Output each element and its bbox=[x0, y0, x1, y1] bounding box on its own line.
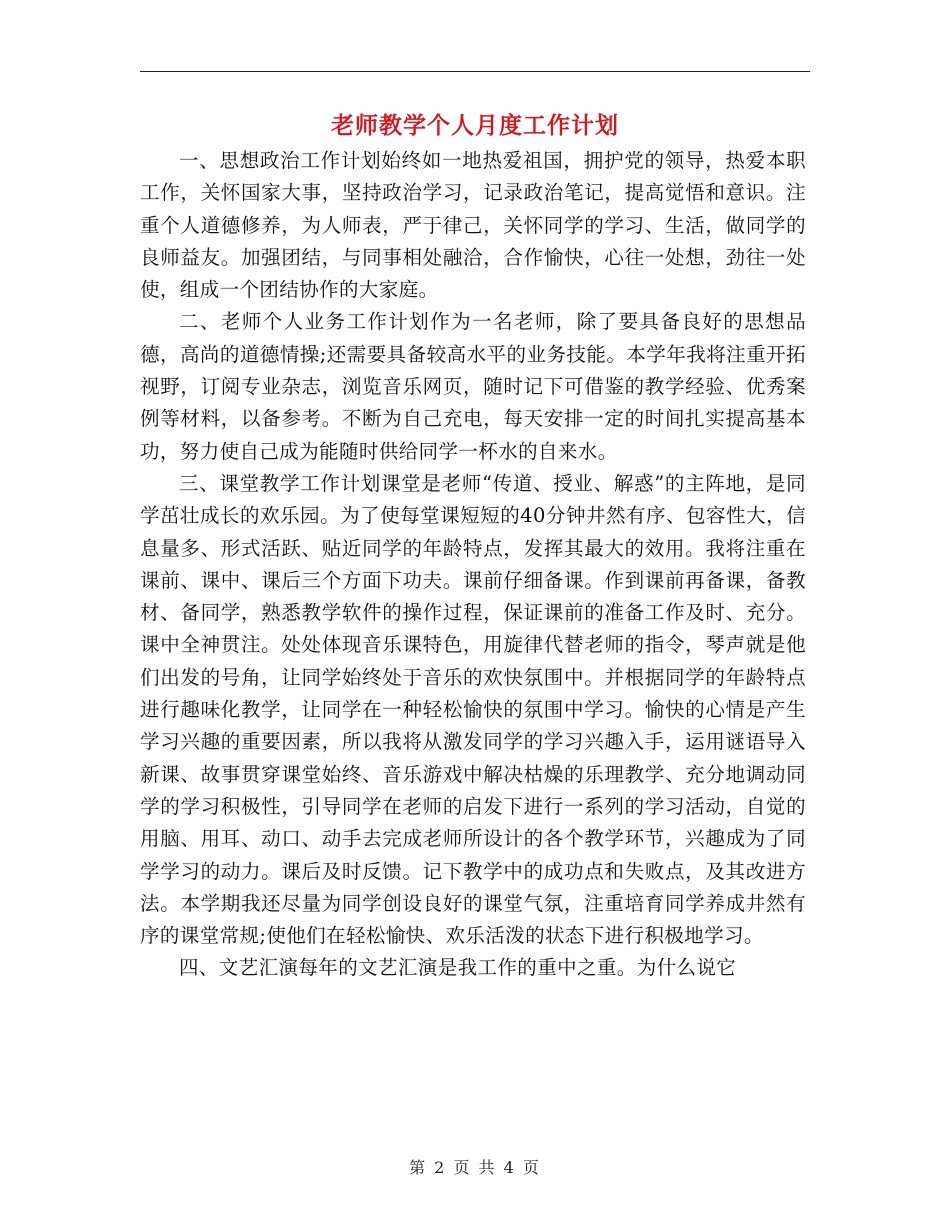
header-rule bbox=[140, 71, 810, 72]
document-body bbox=[140, 145, 806, 985]
paragraph-classroom-teaching: 三、课堂教学工作计划课堂是老师“传道、授业、解惑”的主阵地，是同学茁壮成长的欢乐园。为了使每堂课短短的40分钟井然有序、包容性大，信息量多、形式活跃、贴近同学的年龄特点，发挥其最大的效用。我将注重在课前、课中、课后三个方面下功夫。课前仔细备课。作到课前再备课，备教材、备同学，熟悉教学软件的操作过程，保证课前的准备工作及时、充分。课中全神贯注。处处体现音乐课特色，用旋律代替老师的指令，琴声就是他们出发的号角，让同学始终处于音乐的欢快氛围中。并根据同学的年龄特点进行趣味化教学，让同学在一种轻松愉快的氛围中学习。愉快的心情是产生学习兴趣的重要因素，所以我将从激发同学的学习兴趣入手，运用谜语导入新课、故事贯穿课堂始终、音乐游戏中解决枯燥的乐理教学、充分地调动同学的学习积极性，引导同学在老师的启发下进行一系列的学习活动，自觉的用脑、用耳、动口、动手去完成老师所设计的各个教学环节，兴趣成为了同学学习的动力。课后及时反馈。记下教学中的成功点和失败点，及其改进方法。本学期我还尽量为同学创设良好的课堂气氛，注重培育同学养成井然有序的课堂常规;使他们在轻松愉快、欢乐活泼的状态下进行积极地学习。 bbox=[140, 471, 806, 948]
paragraph-professional-work: 二、老师个人业务工作计划作为一名老师，除了要具备良好的思想品德，高尚的道德情操;还需要具备较高水平的业务技能。本学年我将注重开拓视野，订阅专业杂志，浏览音乐网页，随时记下可借鉴的教学经验、优秀案例等材料，以备参考。不断为自己充电，每天安排一定的时间扎实提高基本功，努力使自己成为能随时供给同学一杯水的自来水。 bbox=[140, 310, 806, 463]
document-title: 老师教学个人月度工作计划 bbox=[331, 112, 619, 139]
paragraph-political-work: 一、思想政治工作计划始终如一地热爱祖国，拥护党的领导，热爱本职工作，关怀国家大事，坚持政治学习，记录政治笔记，提高觉悟和意识。注重个人道德修养，为人师表，严于律己，关怀同学的学习、生活，做同学的良师益友。加强团结，与同事相处融洽，合作愉快，心往一处想，劲往一处使，组成一个团结协作的大家庭。 bbox=[140, 149, 806, 302]
page-number-footer: 第 2 页 共 4 页 bbox=[409, 1158, 541, 1177]
paragraph-art-performance: 四、文艺汇演每年的文艺汇演是我工作的重中之重。为什么说它 bbox=[179, 956, 737, 980]
